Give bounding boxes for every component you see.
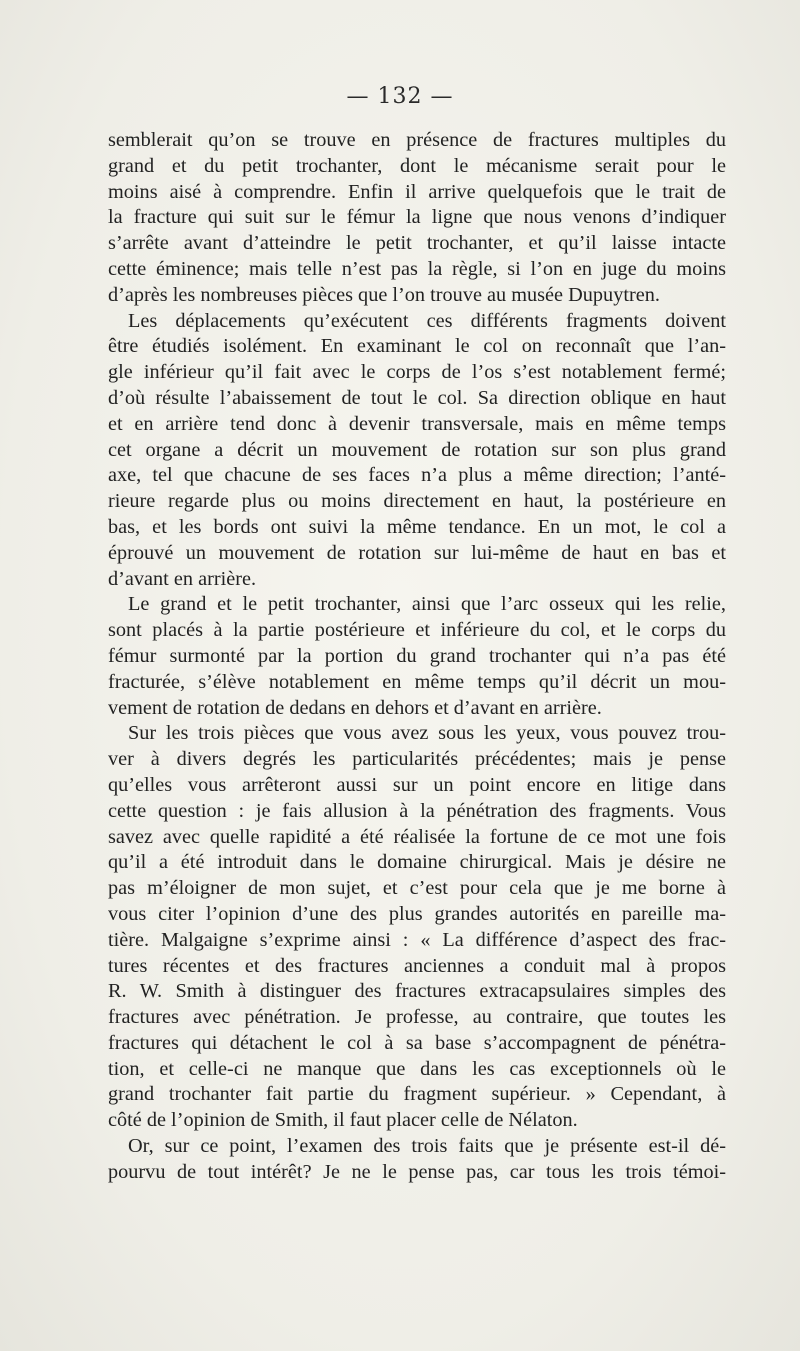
text-line: tière. Malgaigne s’exprime ainsi : « La différence d’aspect des frac- [108, 928, 726, 951]
page-number: — 132 — [346, 84, 454, 109]
text-line: et en arrière tend donc à devenir transversale, mais en même temps [108, 412, 726, 435]
text-line: ver à divers degrés les particularités précédentes; mais je pense [108, 748, 726, 771]
text-line: Sur les trois pièces que vous avez sous les yeux, vous pouvez trou- [128, 722, 726, 745]
text-line: d’avant en arrière. [108, 567, 257, 590]
text-line: cette éminence; mais telle n’est pas la règle, si l’on en juge du moins [108, 257, 726, 280]
text-line: cet organe a décrit un mouvement de rotation sur son plus grand [108, 438, 726, 461]
text-line: cette question : je fais allusion à la pénétration des fragments. Vous [108, 799, 726, 822]
text-line: pourvu de tout intérêt? Je ne le pense pas, car tous les trois témoi- [108, 1160, 726, 1183]
text-line: gle inférieur qu’il fait avec le corps de l’os s’est notablement fermé; [108, 361, 726, 384]
text-line: fémur surmonté par la portion du grand trochanter qui n’a pas été [108, 644, 726, 667]
text-line: moins aisé à comprendre. Enfin il arrive quelquefois que le trait de [108, 180, 726, 203]
text-line: s’arrête avant d’atteindre le petit trochanter, et qu’il laisse intacte [108, 232, 726, 255]
text-line: qu’elles vous arrêteront aussi sur un point encore en litige dans [108, 773, 726, 796]
text-line: vous citer l’opinion d’une des plus grandes autorités en pareille ma- [108, 902, 726, 925]
text-line: bas, et les bords ont suivi la même tendance. En un mot, le col a [108, 515, 726, 538]
text-line: Or, sur ce point, l’examen des trois faits que je présente est-il dé- [128, 1135, 726, 1158]
text-line: Le grand et le petit trochanter, ainsi que l’arc osseux qui les relie, [128, 593, 726, 616]
text-line: savez avec quelle rapidité a été réalisée la fortune de ce mot une fois [108, 825, 726, 848]
text-line: fractures avec pénétration. Je professe, au contraire, que toutes les [108, 1006, 726, 1029]
text-line: côté de l’opinion de Smith, il faut placer celle de Nélaton. [108, 1109, 578, 1132]
text-line: d’où résulte l’abaissement de tout le col. Sa direction oblique en haut [108, 386, 726, 409]
text-line: tures récentes et des fractures anciennes a conduit mal à propos [108, 954, 726, 977]
text-line: R. W. Smith à distinguer des fractures extracapsulaires simples des [108, 980, 726, 1003]
text-line: fracturée, s’élève notablement en même temps qu’il décrit un mou- [108, 670, 726, 693]
text-line: tion, et celle-ci ne manque que dans les cas exceptionnels où le [108, 1057, 726, 1080]
text-line: être étudiés isolément. En examinant le col on reconnaît que l’an- [108, 335, 726, 358]
text-line: d’après les nombreuses pièces que l’on trouve au musée Dupuytren. [108, 283, 660, 306]
text-line: éprouvé un mouvement de rotation sur lui-même de haut en bas et [108, 541, 726, 564]
text-line: rieure regarde plus ou moins directement en haut, la postérieure en [108, 490, 726, 513]
text-line: vement de rotation de dedans en dehors et d’avant en arrière. [108, 696, 602, 719]
text-line: sont placés à la partie postérieure et inférieure du col, et le corps du [108, 619, 726, 642]
text-line: pas m’éloigner de mon sujet, et c’est pour cela que je me borne à [108, 877, 726, 900]
text-line: axe, tel que chacune de ses faces n’a plus a même direction; l’anté- [108, 464, 726, 487]
body-text [108, 128, 726, 1186]
text-line: semblerait qu’on se trouve en présence de fractures multiples du [108, 129, 726, 151]
text-line: grand et du petit trochanter, dont le mécanisme serait pour le [108, 154, 726, 177]
text-line: grand trochanter fait partie du fragment supérieur. » Cependant, à [108, 1083, 726, 1106]
text-line: la fracture qui suit sur le fémur la ligne que nous venons d’indiquer [108, 206, 726, 229]
text-line: Les déplacements qu’exécutent ces différents fragments doivent [128, 309, 726, 332]
text-line: qu’il a été introduit dans le domaine chirurgical. Mais je désire ne [108, 851, 726, 874]
text-line: fractures qui détachent le col à sa base s’accompagnent de pénétra- [108, 1031, 726, 1054]
